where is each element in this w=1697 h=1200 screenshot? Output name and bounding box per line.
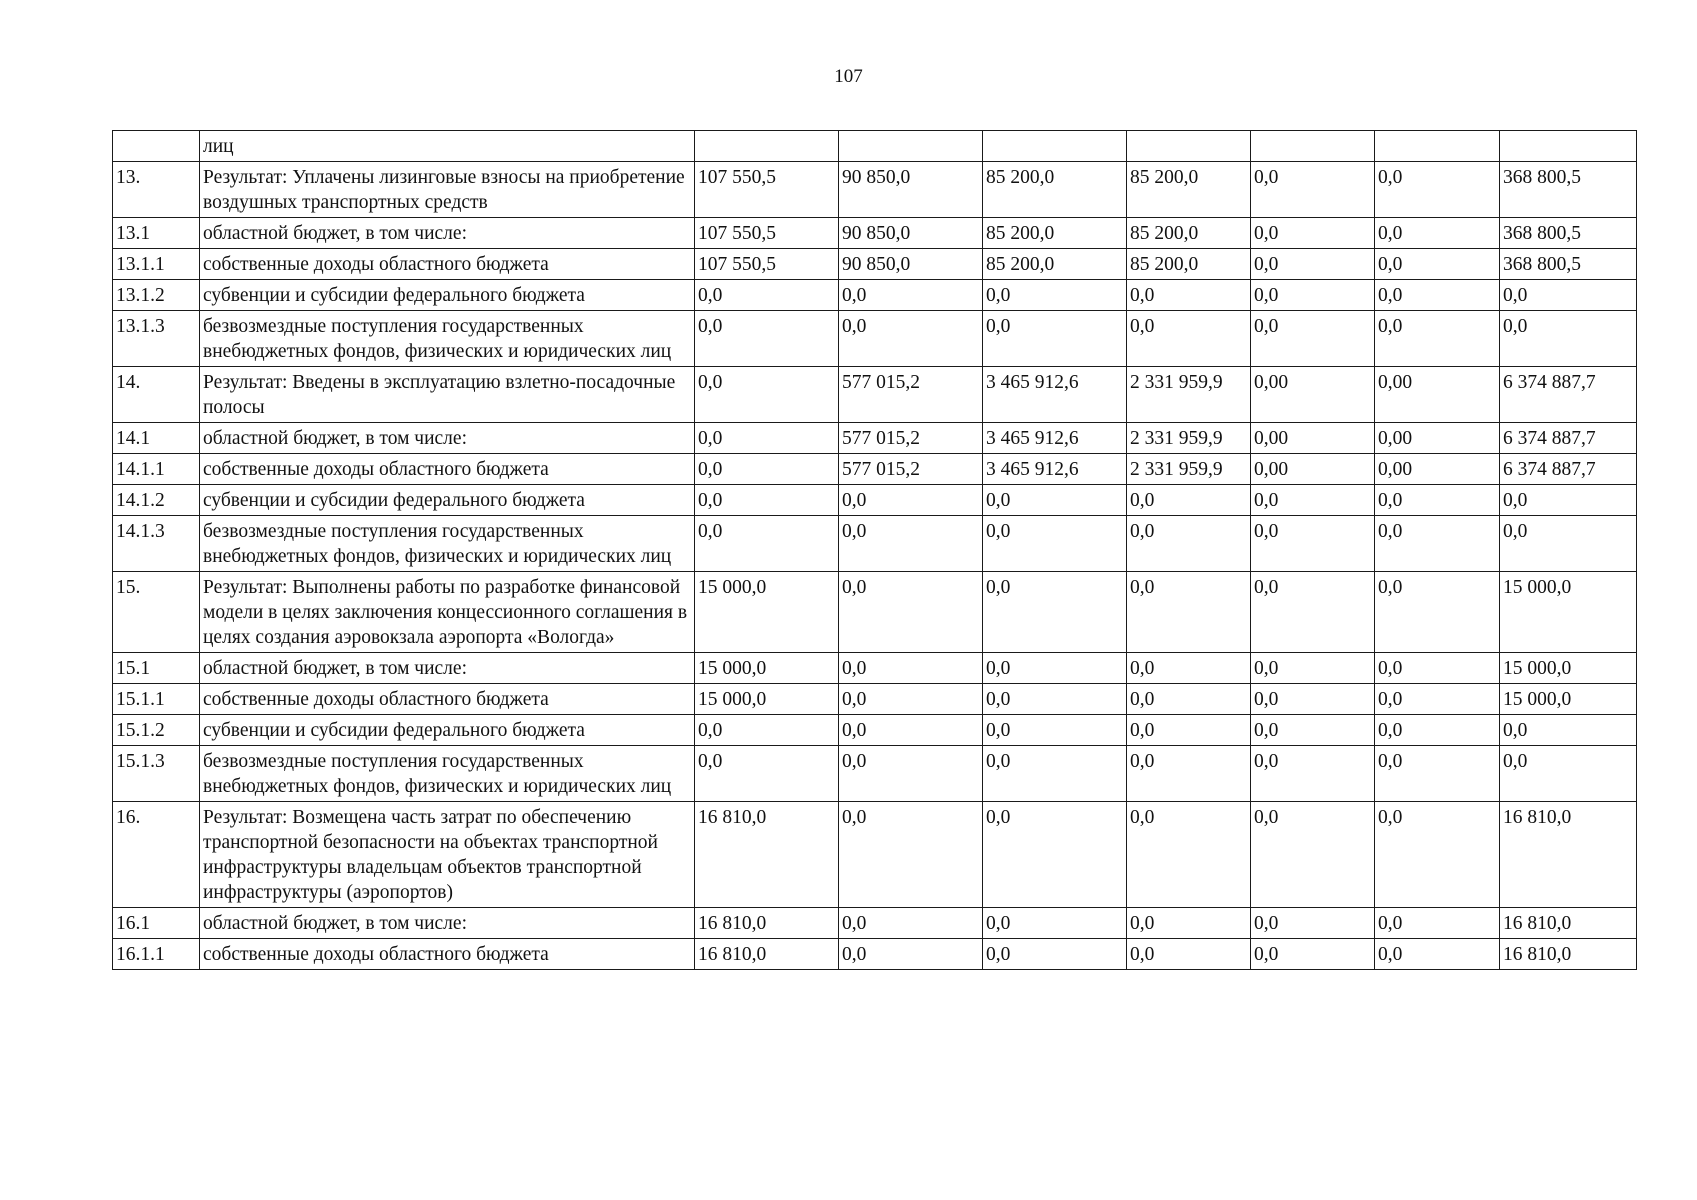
- value-cell: [1127, 131, 1251, 162]
- value-cell: 0,0: [1375, 572, 1500, 653]
- value-cell: 0,0: [983, 516, 1127, 572]
- row-number: 13.1.2: [113, 280, 200, 311]
- value-cell: 85 200,0: [1127, 249, 1251, 280]
- value-cell: 0,00: [1251, 367, 1375, 423]
- row-name: безвозмездные поступления государственных внебюджетных фондов, физических и юридических лиц: [200, 746, 695, 802]
- row-name: Результат: Уплачены лизинговые взносы на приобретение воздушных транспортных средств: [200, 162, 695, 218]
- table-row: [113, 746, 1637, 802]
- value-cell: 6 374 887,7: [1500, 423, 1637, 454]
- value-cell: 0,0: [695, 423, 839, 454]
- value-cell: 0,0: [1127, 715, 1251, 746]
- value-cell: 6 374 887,7: [1500, 454, 1637, 485]
- value-cell: 15 000,0: [695, 572, 839, 653]
- value-cell: 0,0: [1251, 280, 1375, 311]
- value-cell: 0,0: [1251, 939, 1375, 970]
- value-cell: 0,0: [983, 311, 1127, 367]
- value-cell: 0,0: [983, 715, 1127, 746]
- value-cell: 0,0: [1251, 684, 1375, 715]
- table-row: [113, 485, 1637, 516]
- value-cell: 0,0: [839, 939, 983, 970]
- value-cell: 3 465 912,6: [983, 454, 1127, 485]
- value-cell: 0,0: [1500, 311, 1637, 367]
- value-cell: 0,0: [1500, 746, 1637, 802]
- row-name: Результат: Возмещена часть затрат по обеспечению транспортной безопасности на объектах транспортной инфраструктуры владельцам объектов транспортной инфраструктуры (аэропортов): [200, 802, 695, 908]
- value-cell: 0,0: [1251, 653, 1375, 684]
- table-row: [113, 162, 1637, 218]
- table-row: [113, 218, 1637, 249]
- row-name: субвенции и субсидии федерального бюджета: [200, 715, 695, 746]
- row-number: 13.: [113, 162, 200, 218]
- value-cell: 0,0: [839, 908, 983, 939]
- row-number: 14.1.2: [113, 485, 200, 516]
- table-row: [113, 684, 1637, 715]
- table-row: [113, 908, 1637, 939]
- row-name: Результат: Выполнены работы по разработке финансовой модели в целях заключения концессионного соглашения в целях создания аэровокзала аэропорта «Вологда»: [200, 572, 695, 653]
- row-name: собственные доходы областного бюджета: [200, 939, 695, 970]
- value-cell: 15 000,0: [1500, 653, 1637, 684]
- value-cell: 0,0: [1375, 939, 1500, 970]
- value-cell: 2 331 959,9: [1127, 454, 1251, 485]
- value-cell: 0,0: [983, 280, 1127, 311]
- value-cell: 0,0: [983, 908, 1127, 939]
- value-cell: 0,0: [1251, 485, 1375, 516]
- row-number: 14.1: [113, 423, 200, 454]
- value-cell: 368 800,5: [1500, 249, 1637, 280]
- row-number: 15.1: [113, 653, 200, 684]
- value-cell: 0,0: [695, 311, 839, 367]
- table-row: [113, 249, 1637, 280]
- row-number: 16.: [113, 802, 200, 908]
- row-number: 15.1.1: [113, 684, 200, 715]
- value-cell: 0,0: [839, 715, 983, 746]
- value-cell: 0,0: [983, 653, 1127, 684]
- value-cell: 0,0: [695, 746, 839, 802]
- row-name: собственные доходы областного бюджета: [200, 249, 695, 280]
- value-cell: 0,0: [1127, 311, 1251, 367]
- row-name: безвозмездные поступления государственных внебюджетных фондов, физических и юридических лиц: [200, 516, 695, 572]
- value-cell: 0,0: [839, 746, 983, 802]
- value-cell: 0,0: [1375, 715, 1500, 746]
- value-cell: [1500, 131, 1637, 162]
- value-cell: 15 000,0: [1500, 684, 1637, 715]
- value-cell: 0,0: [839, 516, 983, 572]
- value-cell: 107 550,5: [695, 162, 839, 218]
- budget-table: [112, 130, 1637, 970]
- row-number: 13.1: [113, 218, 200, 249]
- value-cell: 0,0: [983, 684, 1127, 715]
- table-row: [113, 653, 1637, 684]
- value-cell: 0,0: [695, 454, 839, 485]
- value-cell: 0,0: [1500, 715, 1637, 746]
- value-cell: 0,0: [839, 802, 983, 908]
- value-cell: 0,0: [1375, 249, 1500, 280]
- value-cell: 577 015,2: [839, 454, 983, 485]
- row-number: 15.1.3: [113, 746, 200, 802]
- row-name: собственные доходы областного бюджета: [200, 454, 695, 485]
- row-name: областной бюджет, в том числе:: [200, 218, 695, 249]
- value-cell: 0,0: [695, 367, 839, 423]
- value-cell: 0,0: [1251, 908, 1375, 939]
- value-cell: 0,0: [983, 572, 1127, 653]
- value-cell: 0,0: [1500, 516, 1637, 572]
- value-cell: 0,0: [1127, 684, 1251, 715]
- value-cell: 3 465 912,6: [983, 367, 1127, 423]
- value-cell: 0,0: [983, 746, 1127, 802]
- value-cell: 0,0: [983, 939, 1127, 970]
- value-cell: 15 000,0: [695, 684, 839, 715]
- table-row: [113, 280, 1637, 311]
- value-cell: 15 000,0: [695, 653, 839, 684]
- row-number: 14.: [113, 367, 200, 423]
- value-cell: 2 331 959,9: [1127, 423, 1251, 454]
- value-cell: 3 465 912,6: [983, 423, 1127, 454]
- row-number: 15.1.2: [113, 715, 200, 746]
- value-cell: [1251, 131, 1375, 162]
- row-name: областной бюджет, в том числе:: [200, 908, 695, 939]
- value-cell: 16 810,0: [695, 802, 839, 908]
- value-cell: 2 331 959,9: [1127, 367, 1251, 423]
- value-cell: 0,0: [1127, 746, 1251, 802]
- value-cell: 0,0: [839, 572, 983, 653]
- value-cell: 0,0: [839, 311, 983, 367]
- value-cell: 16 810,0: [695, 939, 839, 970]
- value-cell: 0,0: [1375, 746, 1500, 802]
- value-cell: 0,0: [1375, 485, 1500, 516]
- value-cell: 0,0: [1375, 516, 1500, 572]
- value-cell: 0,0: [1251, 162, 1375, 218]
- value-cell: 0,0: [1127, 908, 1251, 939]
- value-cell: 0,0: [1127, 280, 1251, 311]
- value-cell: 577 015,2: [839, 423, 983, 454]
- value-cell: 0,0: [1500, 280, 1637, 311]
- value-cell: 0,0: [1375, 280, 1500, 311]
- value-cell: 0,0: [1375, 802, 1500, 908]
- row-number: 13.1.3: [113, 311, 200, 367]
- value-cell: 0,00: [1375, 454, 1500, 485]
- table-row: [113, 939, 1637, 970]
- value-cell: 0,0: [839, 280, 983, 311]
- row-number: [113, 131, 200, 162]
- value-cell: 0,0: [1127, 485, 1251, 516]
- row-number: 14.1.1: [113, 454, 200, 485]
- value-cell: [983, 131, 1127, 162]
- value-cell: 16 810,0: [695, 908, 839, 939]
- value-cell: 0,0: [983, 485, 1127, 516]
- table-row: [113, 367, 1637, 423]
- value-cell: 0,0: [839, 485, 983, 516]
- value-cell: 0,0: [839, 653, 983, 684]
- value-cell: 0,0: [1251, 249, 1375, 280]
- row-name: безвозмездные поступления государственных внебюджетных фондов, физических и юридических лиц: [200, 311, 695, 367]
- row-number: 13.1.1: [113, 249, 200, 280]
- row-number: 16.1: [113, 908, 200, 939]
- value-cell: 16 810,0: [1500, 908, 1637, 939]
- value-cell: 0,0: [1127, 653, 1251, 684]
- value-cell: 0,0: [1375, 162, 1500, 218]
- table-row: [113, 311, 1637, 367]
- value-cell: 0,0: [1375, 653, 1500, 684]
- row-number: 14.1.3: [113, 516, 200, 572]
- row-number: 16.1.1: [113, 939, 200, 970]
- table-row: [113, 715, 1637, 746]
- value-cell: 0,0: [695, 516, 839, 572]
- page-number: 107: [834, 66, 863, 87]
- value-cell: 90 850,0: [839, 162, 983, 218]
- value-cell: 0,0: [1127, 939, 1251, 970]
- value-cell: 0,0: [1375, 684, 1500, 715]
- value-cell: 0,0: [1251, 746, 1375, 802]
- value-cell: 0,0: [1251, 715, 1375, 746]
- value-cell: 0,0: [695, 280, 839, 311]
- value-cell: 0,00: [1251, 423, 1375, 454]
- value-cell: 85 200,0: [983, 162, 1127, 218]
- value-cell: 0,00: [1251, 454, 1375, 485]
- value-cell: 107 550,5: [695, 218, 839, 249]
- value-cell: [695, 131, 839, 162]
- value-cell: 0,0: [1251, 572, 1375, 653]
- value-cell: 0,0: [1251, 802, 1375, 908]
- row-name: Результат: Введены в эксплуатацию взлетно-посадочные полосы: [200, 367, 695, 423]
- value-cell: [839, 131, 983, 162]
- value-cell: 0,0: [1251, 218, 1375, 249]
- value-cell: 577 015,2: [839, 367, 983, 423]
- value-cell: 90 850,0: [839, 218, 983, 249]
- row-number: 15.: [113, 572, 200, 653]
- table-row: [113, 131, 1637, 162]
- value-cell: 0,0: [1127, 802, 1251, 908]
- value-cell: 0,0: [1500, 485, 1637, 516]
- row-name: собственные доходы областного бюджета: [200, 684, 695, 715]
- value-cell: 0,00: [1375, 367, 1500, 423]
- value-cell: 0,0: [695, 485, 839, 516]
- row-name: лиц: [200, 131, 695, 162]
- value-cell: 0,0: [983, 802, 1127, 908]
- value-cell: 85 200,0: [1127, 162, 1251, 218]
- table-row: [113, 802, 1637, 908]
- value-cell: 15 000,0: [1500, 572, 1637, 653]
- value-cell: 85 200,0: [983, 218, 1127, 249]
- value-cell: 0,0: [1375, 218, 1500, 249]
- value-cell: 368 800,5: [1500, 162, 1637, 218]
- value-cell: 0,0: [1251, 311, 1375, 367]
- row-name: субвенции и субсидии федерального бюджета: [200, 280, 695, 311]
- row-name: областной бюджет, в том числе:: [200, 423, 695, 454]
- value-cell: 6 374 887,7: [1500, 367, 1637, 423]
- row-name: областной бюджет, в том числе:: [200, 653, 695, 684]
- row-name: субвенции и субсидии федерального бюджета: [200, 485, 695, 516]
- value-cell: 368 800,5: [1500, 218, 1637, 249]
- value-cell: [1375, 131, 1500, 162]
- table-row: [113, 572, 1637, 653]
- value-cell: 0,0: [1251, 516, 1375, 572]
- table-row: [113, 454, 1637, 485]
- value-cell: 16 810,0: [1500, 939, 1637, 970]
- value-cell: 0,00: [1375, 423, 1500, 454]
- value-cell: 0,0: [1127, 516, 1251, 572]
- value-cell: 0,0: [695, 715, 839, 746]
- table-row: [113, 423, 1637, 454]
- value-cell: 16 810,0: [1500, 802, 1637, 908]
- table-row: [113, 516, 1637, 572]
- value-cell: 0,0: [1127, 572, 1251, 653]
- value-cell: 107 550,5: [695, 249, 839, 280]
- budget-table-body: [113, 131, 1637, 970]
- value-cell: 0,0: [839, 684, 983, 715]
- value-cell: 85 200,0: [1127, 218, 1251, 249]
- value-cell: 90 850,0: [839, 249, 983, 280]
- value-cell: 85 200,0: [983, 249, 1127, 280]
- value-cell: 0,0: [1375, 908, 1500, 939]
- value-cell: 0,0: [1375, 311, 1500, 367]
